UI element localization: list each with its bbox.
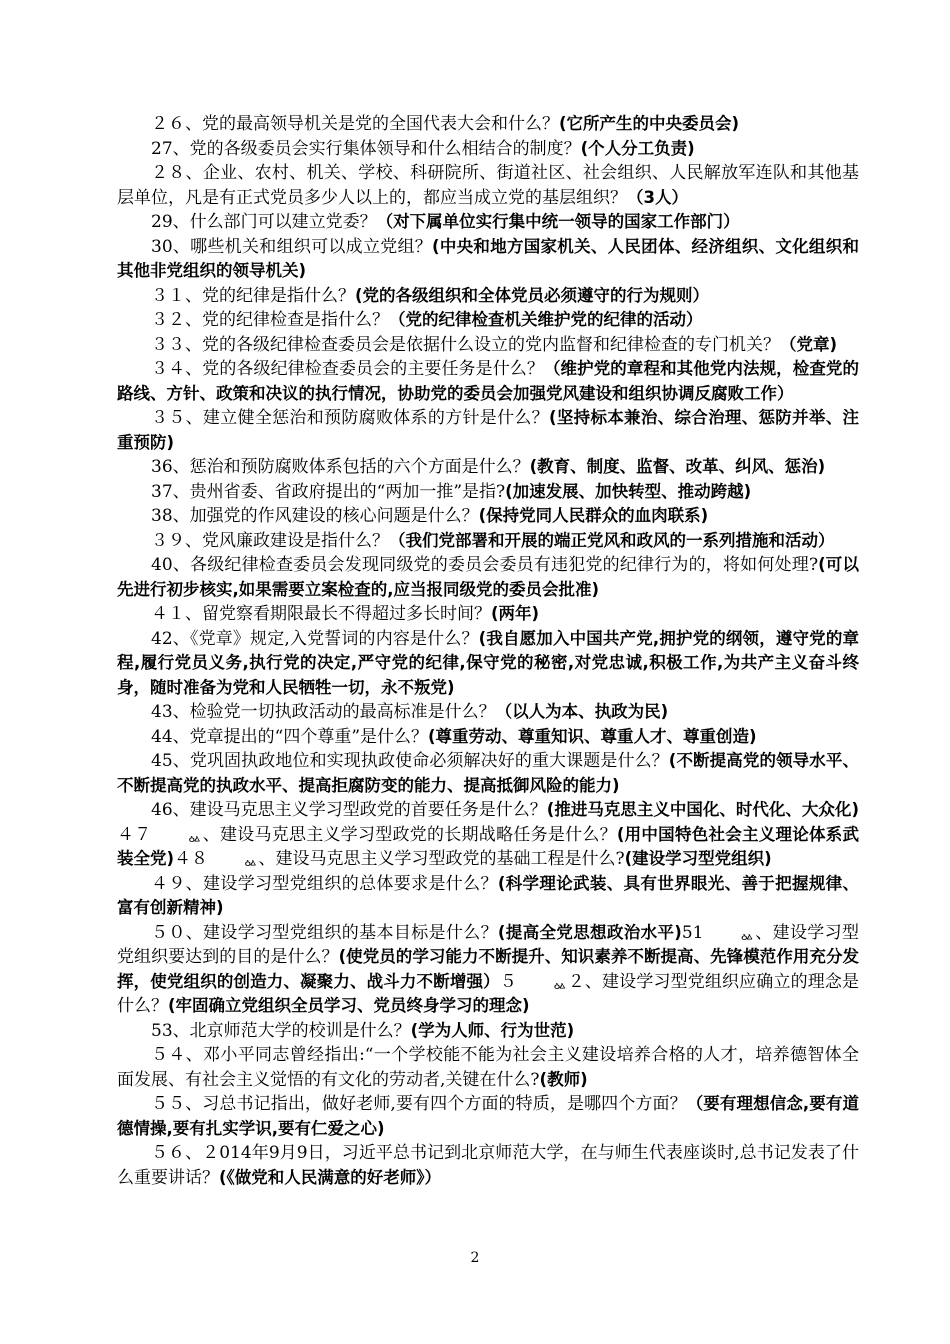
answer-text: （要有理想信念,要有道德情操,要有扎实学识,要有仁爱之心) (117, 1094, 859, 1138)
qa-item-46-48 (117, 798, 859, 872)
question-text: ５４、邓小平同志曾经指出:“一个学校能不能为社会主义建设培养合格的人才，培养德智体全面发展、有社会主义觉悟的有文化的劳动者,关键在什么? (117, 1045, 859, 1090)
qa-item-32 (117, 308, 859, 333)
question-text: ３５、建立健全惩治和预防腐败体系的方针是什么？ (151, 408, 549, 428)
question-text: ３３、党的各级纪律检查委员会是依据什么设立的党内监督和纪律检查的专门机关？ (151, 334, 780, 355)
answer-text: (建设学习型党组织) (624, 849, 772, 868)
question-text: ３４、党的各级纪律检查委员会的主要任务是什么？ (151, 359, 544, 379)
answer-text: (科学理论武装、具有世界眼光、善于把握规律、富有创新精神) (117, 873, 860, 917)
question-text: 53、北京师范大学的校训是什么？ (151, 1020, 411, 1041)
question-text: ３９、党风廉政建设是指什么？ (151, 530, 389, 551)
qa-item-55 (117, 1092, 859, 1141)
answer-text: （维护党的章程和其他党内法规，检查党的路线、方针、政策和决议的执行情况，协助党的委员会加强党风建设和组织协调反腐败工作） (117, 359, 860, 403)
question-text: 30、哪些机关和组织可以成立党组？ (151, 236, 433, 257)
qa-item-35 (117, 406, 859, 455)
qa-item-34 (117, 357, 859, 406)
answer-text: （我们党部署和开展的端正党风和政风的一系列措施和活动） (389, 530, 835, 550)
answer-text: (教师) (539, 1069, 588, 1089)
answer-text: （3人） (627, 187, 688, 207)
answer-text: （党章) (780, 334, 838, 354)
answer-text: (使党员的学习能力不断提升、知识素养不断提高、先锋模范作用充分发挥，使党组织的创造力、凝聚力、战斗力不断增强） (117, 947, 859, 991)
answer-text: (用中国特色社会主义理论体系武装全党) (117, 824, 860, 868)
question-text: 36、惩治和预防腐败体系包括的六个方面是什么？ (151, 457, 530, 477)
question-text: ５６、２014年9月9日，习近平总书记到北京师范大学，在与师生代表座谈时,总书记发表了什么重要讲话？ (117, 1143, 859, 1188)
question-text: 38、加强党的作风建设的核心问题是什么？ (151, 506, 479, 526)
question-text: ３２、党的纪律检查是指什么？ (151, 310, 389, 330)
qa-item-36 (117, 455, 859, 480)
question-text: ５ ᇲ２、建设学习型党组织应确立的理念是什么？ (117, 971, 860, 1016)
answer-text: (我自愿加入中国共产党,拥护党的纲领，遵守党的章程,履行党员义务,执行党的决定,严守党的纪律,保守党的秘密,对党忠诚,积极工作,为共产主义奋斗终身，随时准备为党和人民牺牲一切，永不叛党) (117, 628, 859, 697)
question-text: 37、贵州省委、省政府提出的“两加一推”是指? (151, 481, 506, 502)
question-text: 29、什么部门可以建立党委？ (151, 212, 377, 232)
question-text: 51 ᇲ、建设学习型党组织要达到的目的是什么？ (117, 922, 859, 967)
qa-item-53 (117, 1019, 859, 1044)
answer-text: (它所产生的中央委员会) (559, 114, 740, 133)
answer-text: (两年) (491, 604, 540, 623)
answer-text: （对下属单位实行集中统一领导的国家工作部门） (376, 212, 740, 231)
answer-text: （以人为本、执政为民) (495, 702, 669, 721)
answer-text: (提高全党思想政治水平) (497, 922, 682, 942)
question-text: ２６、党的最高领导机关是党的全国代表大会和什么？ (151, 114, 559, 134)
answer-text: (可以先进行初步核实,如果需要立案检查的,应当报同级党的委员会批准) (117, 555, 859, 599)
question-text: ４９、建设学习型党组织的总体要求是什么？ (151, 873, 498, 894)
qa-item-41 (117, 602, 859, 627)
qa-item-29 (117, 210, 859, 235)
answer-text: (加速发展、加快转型、推动跨越) (505, 481, 752, 501)
qa-item-43 (117, 700, 859, 725)
qa-item-40 (117, 553, 859, 602)
answer-text: (牢固确立党组织全员学习、党员终身学习的理念) (168, 996, 530, 1015)
answer-text: (个人分工负责) (580, 138, 695, 158)
qa-item-38 (117, 504, 859, 529)
page-number: 2 (470, 1250, 480, 1266)
document-body (117, 112, 859, 1190)
qa-item-54 (117, 1043, 859, 1092)
qa-item-45 (117, 749, 859, 798)
answer-text: (尊重劳动、尊重知识、尊重人才、尊重创造) (428, 726, 757, 746)
answer-text: (党的各级组织和全体党员必须遵守的行为规则） (355, 285, 710, 305)
qa-item-39 (117, 529, 859, 554)
qa-item-26 (117, 112, 859, 137)
question-text: 42、《党章》规定,入党誓词的内容是什么？ (151, 628, 479, 649)
qa-item-44 (117, 725, 859, 750)
qa-item-30 (117, 235, 859, 284)
question-text: 45、党巩固执政地位和实现执政使命必须解决好的重大课题是什么？ (151, 751, 669, 771)
qa-item-42 (117, 627, 859, 701)
answer-text: (保持党同人民群众的血肉联系) (478, 506, 709, 525)
question-text: ５０、建设学习型党组织的基本目标是什么？ (151, 922, 498, 943)
answer-text: (中央和地方国家机关、人民团体、经济组织、文化组织和其他非党组织的领导机关) (117, 236, 859, 280)
qa-item-49 (117, 872, 859, 921)
qa-item-28 (117, 161, 859, 210)
question-text: 46、建设马克思主义学习型政党的首要任务是什么？ (151, 800, 547, 820)
question-text: 40、各级纪律检查委员会发现同级党的委员会委员有违犯党的纪律行为的，将如何处理? (151, 555, 819, 575)
qa-item-50-52 (117, 921, 859, 1019)
answer-text: (《做党和人民满意的好老师》） (219, 1167, 442, 1187)
qa-item-27 (117, 137, 859, 162)
question-text: 44、党章提出的“四个尊重”是什么？ (151, 726, 429, 747)
qa-item-56 (117, 1141, 859, 1190)
question-text: 27、党的各级委员会实行集体领导和什么相结合的制度？ (151, 138, 581, 159)
answer-text: (学为人师、行为世范) (410, 1020, 575, 1040)
question-text: ４１、留党察看期限最长不得超过多长时间？ (151, 604, 491, 624)
question-text: 43、检验党一切执政活动的最高标准是什么？ (151, 702, 496, 722)
answer-text: (教育、制度、监督、改革、纠风、惩治) (529, 457, 826, 476)
question-text: ５５、习总书记指出，做好老师,要有四个方面的特质，是哪四个方面？ (151, 1094, 687, 1114)
question-text: ４８ ᇲ、建设马克思主义学习型政党的基础工程是什么? (174, 849, 625, 869)
question-text: ３１、党的纪律是指什么？ (151, 285, 355, 306)
qa-item-33 (117, 333, 859, 358)
question-text: ２８、企业、农村、机关、学校、科研院所、街道社区、社会组织、人民解放军连队和其他基层单位，凡是有正式党员多少人以上的，都应当成立党的基层组织？ (117, 163, 859, 208)
answer-text: (坚持标本兼治、综合治理、惩防并举、注重预防) (117, 408, 860, 452)
qa-item-31 (117, 284, 859, 309)
question-text: ４７ ᇲ、建设马克思主义学习型政党的长期战略任务是什么？ (117, 824, 617, 845)
answer-text: （党的纪律检查机关维护党的纪律的活动） (389, 310, 703, 329)
answer-text: (推进马克思主义中国化、时代化、大众化) (546, 800, 859, 819)
qa-item-37 (117, 480, 859, 505)
answer-text: (不断提高党的领导水平、不断提高党的执政水平、提高拒腐防变的能力、提高抵御风险的能力) (117, 751, 859, 795)
